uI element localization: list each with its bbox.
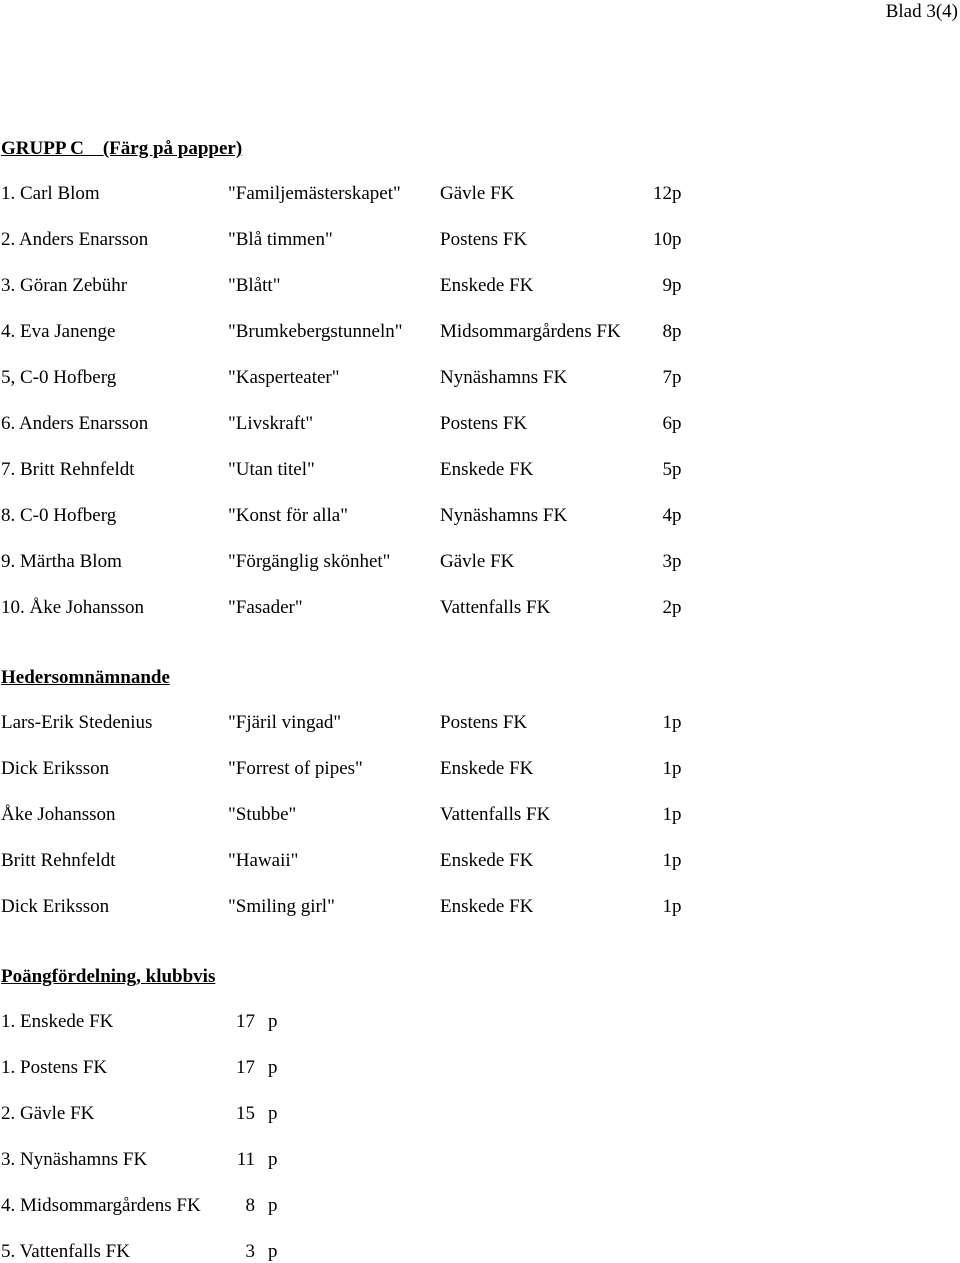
entry-points: 10 [653,229,672,250]
entry-points-unit: p [672,321,682,342]
entry-club: Nynäshamns FK [440,367,568,388]
club-points-unit: p [268,1195,278,1216]
entry-club: Postens FK [440,229,528,250]
entry-name: 3. Göran Zebühr [1,275,128,296]
entry-name: 2. Anders Enarsson [1,229,149,250]
club-name: 1. Enskede FK [1,1011,114,1032]
club-name: 5. Vattenfalls FK [1,1241,130,1262]
entry-club: Vattenfalls FK [440,597,551,618]
club-points-unit: p [268,1057,278,1078]
club-name: 1. Postens FK [1,1057,108,1078]
entry-title: "Blått" [228,275,281,296]
entry-points: 7 [662,367,672,388]
entry-points-unit: p [672,229,682,250]
entry-points: 2 [662,597,672,618]
entry-name: Dick Eriksson [1,896,110,917]
group-entry-row [0,321,960,343]
honorable-entry-row [0,896,960,918]
entry-title: "Stubbe" [228,804,297,825]
entry-title: "Livskraft" [228,413,314,434]
entry-title: "Förgänglig skönhet" [228,551,391,572]
entry-points-unit: p [672,459,682,480]
honorable-entry-row [0,758,960,780]
club-name: 3. Nynäshamns FK [1,1149,148,1170]
club-points: 15 [236,1103,255,1124]
honorable-entry-row [0,850,960,872]
club-name: 2. Gävle FK [1,1103,95,1124]
group-entry-row [0,505,960,527]
entry-points: 5 [662,459,672,480]
group-entry-row [0,459,960,481]
group-entry-row [0,551,960,573]
entry-name: 10. Åke Johansson [1,597,145,618]
entry-name: 7. Britt Rehnfeldt [1,459,135,480]
entry-name: Åke Johansson [1,804,116,825]
entry-name: Dick Eriksson [1,758,110,779]
entry-name: 6. Anders Enarsson [1,413,149,434]
group-entry-row [0,183,960,205]
entry-title: "Blå timmen" [228,229,333,250]
entry-points: 1 [662,850,672,871]
entry-name: 9. Märtha Blom [1,551,122,572]
entry-club: Enskede FK [440,850,534,871]
entry-club: Gävle FK [440,551,515,572]
entry-points-unit: p [672,413,682,434]
honorable-heading: Hedersomnämnande [1,667,170,688]
entry-title: "Konst för alla" [228,505,348,526]
club-row [0,1011,960,1033]
club-row [0,1149,960,1171]
entry-club: Nynäshamns FK [440,505,568,526]
group-entry-row [0,229,960,251]
page-number: Blad 3(4) [885,1,958,22]
entry-club: Midsommargårdens FK [440,321,621,342]
group-entry-row [0,597,960,619]
entry-club: Vattenfalls FK [440,804,551,825]
entry-points: 1 [662,712,672,733]
entry-points: 3 [662,551,672,572]
group-entry-row [0,367,960,389]
club-points-unit: p [268,1241,278,1262]
entry-title: "Forrest of pipes" [228,758,363,779]
club-points: 17 [236,1057,255,1078]
entry-points: 6 [662,413,672,434]
entry-points-unit: p [672,896,682,917]
entry-points: 8 [662,321,672,342]
club-points: 17 [236,1011,255,1032]
entry-points: 9 [662,275,672,296]
club-row [0,1195,960,1217]
honorable-entry-row [0,712,960,734]
entry-points-unit: p [672,597,682,618]
entry-points-unit: p [672,505,682,526]
entry-club: Gävle FK [440,183,515,204]
honorable-entry-row [0,804,960,826]
entry-name: Lars-Erik Stedenius [1,712,153,733]
group-heading: GRUPP C (Färg på papper) [1,138,243,159]
club-points-unit: p [268,1149,278,1170]
club-row [0,1241,960,1263]
group-entry-row [0,413,960,435]
entry-title: "Hawaii" [228,850,299,871]
entry-points-unit: p [672,850,682,871]
entry-title: "Kasperteater" [228,367,340,388]
entry-title: "Utan titel" [228,459,315,480]
entry-points-unit: p [672,551,682,572]
entry-points: 1 [662,758,672,779]
entry-club: Postens FK [440,712,528,733]
entry-name: 4. Eva Janenge [1,321,116,342]
club-row [0,1057,960,1079]
entry-points-unit: p [672,712,682,733]
entry-points-unit: p [672,183,682,204]
entry-points: 12 [653,183,672,204]
entry-club: Enskede FK [440,459,534,480]
entry-name: 5, C-0 Hofberg [1,367,117,388]
entry-club: Enskede FK [440,896,534,917]
entry-club: Enskede FK [440,758,534,779]
club-points-unit: p [268,1011,278,1032]
entry-points-unit: p [672,275,682,296]
club-points: 11 [236,1149,255,1170]
entry-title: "Fasader" [228,597,303,618]
clubs-heading: Poängfördelning, klubbvis [1,966,216,987]
club-points: 8 [245,1195,255,1216]
entry-points-unit: p [672,804,682,825]
club-points: 3 [245,1241,255,1262]
entry-points-unit: p [672,367,682,388]
entry-title: "Brumkebergstunneln" [228,321,403,342]
entry-points: 4 [662,505,672,526]
entry-points: 1 [662,896,672,917]
entry-name: 1. Carl Blom [1,183,100,204]
entry-club: Enskede FK [440,275,534,296]
entry-title: "Familjemästerskapet" [228,183,401,204]
club-name: 4. Midsommargårdens FK [1,1195,201,1216]
entry-name: Britt Rehnfeldt [1,850,116,871]
entry-points-unit: p [672,758,682,779]
club-points-unit: p [268,1103,278,1124]
entry-title: "Fjäril vingad" [228,712,342,733]
entry-club: Postens FK [440,413,528,434]
group-entry-row [0,275,960,297]
entry-points: 1 [662,804,672,825]
entry-title: "Smiling girl" [228,896,335,917]
entry-name: 8. C-0 Hofberg [1,505,117,526]
club-row [0,1103,960,1125]
